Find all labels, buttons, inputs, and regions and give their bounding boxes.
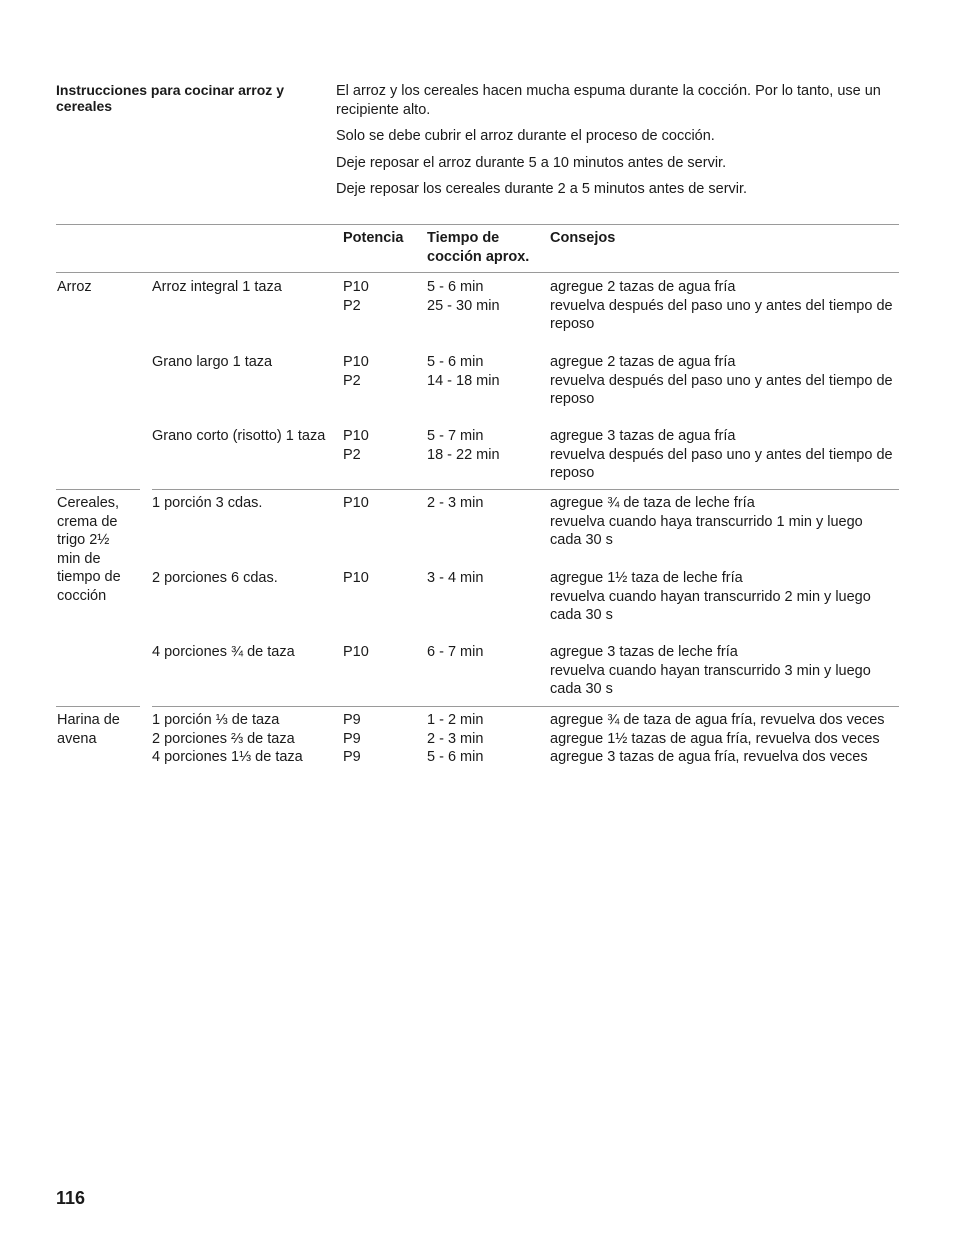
- header-time: [427, 229, 529, 266]
- time-cell: 2 - 3 min: [427, 495, 484, 511]
- table-top-rule: [56, 224, 899, 225]
- intro-text: [336, 82, 896, 207]
- item-name: Arroz integral 1 taza: [152, 279, 282, 295]
- group-rule-label: [56, 489, 140, 490]
- tips-cell: agregue ¾ de taza de agua fría, revuelva dos veces agregue 1½ tazas de agua fría, revuelva dos veces agregue 3 tazas de agua fría, revuelva dos veces: [550, 712, 885, 765]
- power-cell: P10: [343, 644, 369, 660]
- group-rule-label: [56, 706, 140, 707]
- power-cell: P10 P2: [343, 354, 369, 389]
- section-heading: Instrucciones para cocinar arroz y cereales: [56, 82, 284, 114]
- power-cell: P10: [343, 495, 369, 511]
- header-time-line: cocción aprox.: [427, 248, 530, 265]
- group-rule: [152, 489, 899, 490]
- power-cell: P9 P9 P9: [343, 712, 361, 765]
- time-cell: 5 - 6 min 14 - 18 min: [427, 354, 500, 389]
- tips-cell: agregue 3 tazas de leche fría revuelva cuando hayan transcurrido 3 min y luego cada 30 s: [550, 644, 871, 697]
- group-label-arroz: Arroz: [57, 279, 92, 295]
- power-cell: P10 P2: [343, 279, 369, 314]
- time-cell: 5 - 6 min 25 - 30 min: [427, 279, 500, 314]
- header-bottom-rule: [56, 272, 899, 273]
- item-name: 2 porciones 6 cdas.: [152, 570, 278, 586]
- item-name: Grano corto (risotto) 1 taza: [152, 428, 326, 444]
- intro-paragraph: Deje reposar el arroz durante 5 a 10 minutos antes de servir.: [336, 154, 727, 171]
- group-label-avena: Harina de avena: [57, 712, 120, 747]
- time-cell: 3 - 4 min: [427, 570, 484, 586]
- item-name: 4 porciones ¾ de taza: [152, 644, 295, 660]
- power-cell: P10 P2: [343, 428, 369, 463]
- header-power: Potencia: [343, 230, 404, 246]
- time-cell: 1 - 2 min 2 - 3 min 5 - 6 min: [427, 712, 484, 765]
- group-rule: [152, 706, 899, 707]
- power-cell: P10: [343, 570, 369, 586]
- item-name: Grano largo 1 taza: [152, 354, 273, 370]
- group-label-cereales: Cereales, crema de trigo 2½ min de tiempo de cocción: [57, 495, 121, 604]
- header-tips: Consejos: [550, 230, 616, 246]
- header-time-line: Tiempo de: [427, 230, 500, 246]
- page-number: 116: [56, 1188, 86, 1208]
- item-name: 1 porción 3 cdas.: [152, 495, 263, 511]
- tips-cell: agregue 1½ taza de leche fría revuelva cuando hayan transcurrido 2 min y luego cada 30 s: [550, 570, 871, 623]
- tips-cell: agregue ¾ de taza de leche fría revuelva cuando haya transcurrido 1 min y luego cada 30 s: [550, 495, 863, 548]
- time-cell: 6 - 7 min: [427, 644, 484, 660]
- intro-paragraph: Deje reposar los cereales durante 2 a 5 minutos antes de servir.: [336, 181, 748, 197]
- intro-paragraph: El arroz y los cereales hacen mucha espuma durante la cocción. Por lo tanto, use un recipiente alto.: [336, 83, 881, 118]
- item-name: 1 porción ⅓ de taza 2 porciones ⅔ de taza 4 porciones 1⅓ de taza: [152, 712, 303, 765]
- tips-cell: agregue 3 tazas de agua fría revuelva después del paso uno y antes del tiempo de reposo: [550, 428, 893, 481]
- tips-cell: agregue 2 tazas de agua fría revuelva después del paso uno y antes del tiempo de reposo: [550, 279, 893, 332]
- intro-paragraph: Solo se debe cubrir el arroz durante el proceso de cocción.: [336, 128, 715, 144]
- time-cell: 5 - 7 min 18 - 22 min: [427, 428, 500, 463]
- tips-cell: agregue 2 tazas de agua fría revuelva después del paso uno y antes del tiempo de reposo: [550, 354, 893, 407]
